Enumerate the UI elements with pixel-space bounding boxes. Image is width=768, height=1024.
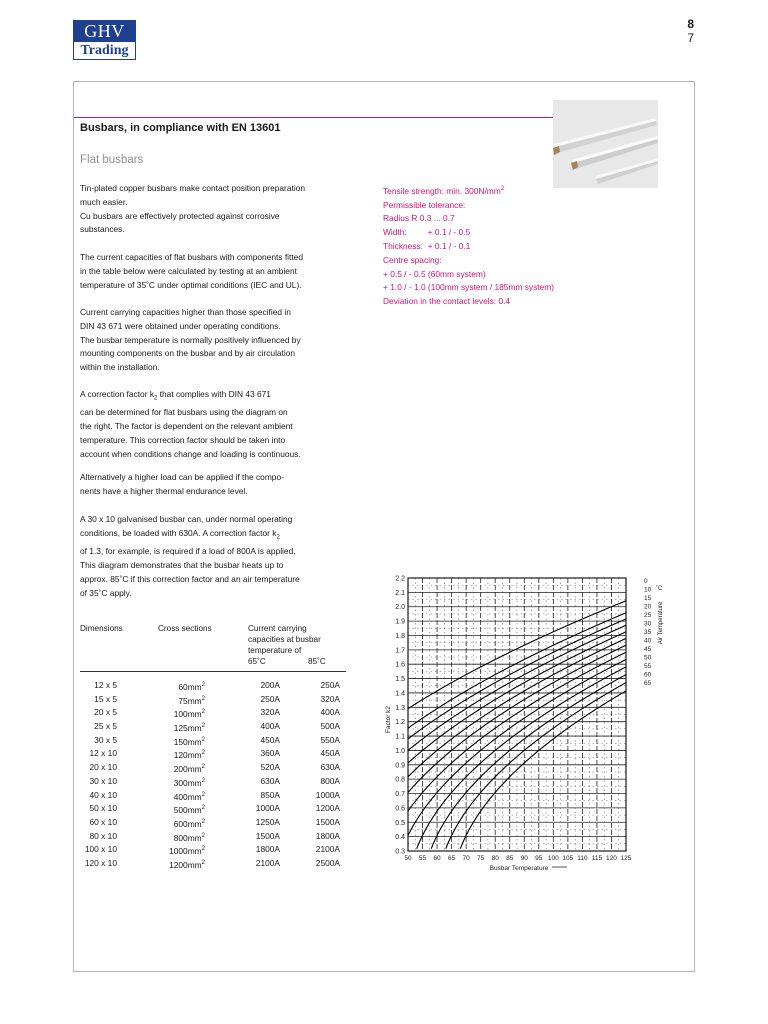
cell-dimensions: 20 x 5 xyxy=(94,707,117,718)
y-tick-label: 1.9 xyxy=(395,618,405,626)
header-dimensions: Dimensions xyxy=(80,624,123,633)
header-temp-65: 65˚C xyxy=(248,657,266,666)
page-title: Busbars, in compliance with EN 13601 xyxy=(80,122,281,134)
legend-air-temp-50: 50 xyxy=(644,654,652,662)
legend-title: Air Temperature xyxy=(658,601,664,645)
spec-line: Centre spacing: xyxy=(383,254,442,265)
legend-air-temp-60: 60 xyxy=(644,671,652,679)
spec-tensile: Tensile strength: min. $300N/mm^2$ xyxy=(383,185,505,196)
text-line: nents have a higher thermal endurance level. xyxy=(80,485,248,496)
text-line: Current carrying capacities higher than those specified in xyxy=(80,307,291,317)
cell-dimensions: 12 x 5 xyxy=(94,680,117,690)
text-line: substances. xyxy=(80,224,125,235)
correction-factor-chart xyxy=(380,570,670,875)
x-tick-label: 50 xyxy=(404,855,412,862)
legend-air-temp-20: 20 xyxy=(644,603,652,611)
cell-cross-section: $1200mm^2$ xyxy=(169,859,205,870)
cell-capacity-85: 1200A xyxy=(315,803,340,814)
y-tick-label: 2.1 xyxy=(395,589,405,597)
x-tick-label: 95 xyxy=(535,855,543,862)
cell-capacity-65: 1500A xyxy=(255,830,280,841)
spec-line: Deviation in the contact levels: 0.4 xyxy=(383,296,511,307)
legend-air-temp-25: 25 xyxy=(644,612,652,619)
text-line: The busbar temperature is normally positively influenced by xyxy=(80,334,301,345)
cell-capacity-65: 1250A xyxy=(255,816,280,827)
x-tick-label: 115 xyxy=(591,855,603,862)
cell-cross-section: $100mm^2$ xyxy=(173,709,205,720)
cell-cross-section: $500mm^2$ xyxy=(173,804,205,815)
text-line: account when conditions change and loading is continuous. xyxy=(80,448,301,459)
x-tick-label: 110 xyxy=(577,855,588,862)
frame-top-border xyxy=(73,81,695,82)
text-line: in the table below were calculated by testing at an ambient xyxy=(80,265,297,276)
cell-capacity-85: 800A xyxy=(320,775,340,786)
x-tick-label: 65 xyxy=(447,855,456,862)
cell-capacity-65: 250A xyxy=(260,693,280,704)
text-line: A 30 x 10 galvanised busbar can, under normal operating xyxy=(80,514,293,524)
text-line: of 1.3, for example, is required if a load of 800A is applied. xyxy=(80,546,296,557)
cell-capacity-85: 320A xyxy=(320,693,340,704)
legend-air-temp-30: 30 xyxy=(644,620,652,628)
x-tick-label: 60 xyxy=(433,855,441,862)
text-line: mounting components on the busbar and by air circulation xyxy=(80,348,296,359)
paragraph-operating xyxy=(80,306,355,375)
title-divider xyxy=(74,117,570,118)
cell-cross-section: $200mm^2$ xyxy=(173,763,205,774)
y-tick-label: 1.2 xyxy=(395,719,405,727)
paragraph-capacities xyxy=(80,251,355,292)
cell-capacity-85: 1500A xyxy=(315,816,340,827)
cell-cross-section: $75mm^2$ xyxy=(178,695,205,706)
x-tick-label: 105 xyxy=(562,855,574,862)
text-line: of 35˚C apply. xyxy=(80,587,132,598)
frame-right-border xyxy=(694,81,695,972)
logo-bottom-text: Trading xyxy=(80,43,129,58)
cell-capacity-65: 1000A xyxy=(255,803,280,814)
text-line: A correction factor $k_2$ that complies with DIN 43 671 xyxy=(80,389,271,402)
text-line: DIN 43 671 were obtained under operating conditions. xyxy=(80,320,281,331)
cell-cross-section: $400mm^2$ xyxy=(173,791,205,802)
text-line: conditions, be loaded with 630A. A correction factor $k_2$ xyxy=(80,527,280,541)
paragraph-correction xyxy=(80,388,355,462)
section-subtitle: Flat busbars xyxy=(80,154,144,166)
y-tick-label: 0.4 xyxy=(395,834,405,842)
cell-capacity-65: 360A xyxy=(260,748,280,759)
table-header-rule xyxy=(80,671,346,672)
spec-line: Permissible tolerance: xyxy=(383,199,466,210)
x-tick-label: 80 xyxy=(491,855,499,862)
cell-cross-section: $800mm^2$ xyxy=(173,832,205,843)
y-tick-label: 0.7 xyxy=(395,791,405,799)
frame-left-border xyxy=(73,81,74,972)
cell-capacity-65: 630A xyxy=(260,775,280,786)
y-tick-label: 1.5 xyxy=(395,676,405,684)
cell-capacity-85: 2500A xyxy=(315,857,340,868)
x-tick-label: 55 xyxy=(418,855,427,862)
cell-dimensions: 30 x 5 xyxy=(94,734,117,745)
y-tick-label: 2.0 xyxy=(395,604,405,612)
cell-dimensions: 40 x 10 xyxy=(89,789,117,800)
legend-air-temp-10: 10 xyxy=(644,586,652,594)
x-tick-label: 90 xyxy=(520,855,528,862)
spec-line: Width: + 0.1 / - 0.5 xyxy=(383,227,471,238)
header-capacity-line: temperature of xyxy=(248,646,302,655)
y-tick-label: 1.4 xyxy=(395,690,405,698)
cell-capacity-65: 1800A xyxy=(255,844,280,855)
legend-air-temp-0: 0 xyxy=(644,578,648,585)
cell-dimensions: 15 x 5 xyxy=(94,693,117,704)
cell-cross-section: $600mm^2$ xyxy=(173,818,205,829)
y-tick-label: 2.2 xyxy=(395,575,405,583)
cell-cross-section: $150mm^2$ xyxy=(173,736,205,747)
busbar-photo xyxy=(553,100,658,188)
paragraph-alternative xyxy=(80,471,355,499)
cell-capacity-85: 250A xyxy=(320,680,340,690)
header-temp-85: 85˚C xyxy=(308,657,326,666)
cell-dimensions: 25 x 5 xyxy=(94,721,117,732)
cell-capacity-85: 1000A xyxy=(315,789,340,800)
y-tick-label: 0.5 xyxy=(395,819,405,827)
logo-top-text: GHV xyxy=(74,21,135,42)
page-number-chapter: 8 xyxy=(687,17,694,31)
cell-cross-section: $125mm^2$ xyxy=(173,722,205,733)
text-line: temperature. This correction factor should be taken into xyxy=(80,435,286,446)
cell-capacity-85: 500A xyxy=(320,721,340,732)
x-tick-label: 120 xyxy=(606,855,617,862)
x-tick-label: 70 xyxy=(462,855,470,862)
cell-dimensions: 12 x 10 xyxy=(89,748,117,759)
x-axis-label: Busbar Temperature xyxy=(489,865,549,872)
text-line: Alternatively a higher load can be applied if the compo- xyxy=(80,472,284,482)
cell-dimensions: 120 x 10 xyxy=(84,857,117,868)
cell-cross-section: $300mm^2$ xyxy=(173,777,205,788)
legend-air-temp-40: 40 xyxy=(644,637,652,645)
cell-capacity-85: 2100A xyxy=(315,844,340,855)
frame-bottom-border xyxy=(73,971,695,972)
x-tick-label: 85 xyxy=(506,855,514,862)
legend-air-temp-15: 15 xyxy=(644,595,652,602)
cell-dimensions: 30 x 10 xyxy=(89,775,117,786)
y-tick-label: 0.8 xyxy=(395,776,405,784)
text-line: can be determined for flat busbars using the diagram on xyxy=(80,407,288,418)
text-line: This diagram demonstrates that the busbar heats up to xyxy=(80,560,284,571)
header-capacity-line: Current carrying xyxy=(248,624,307,633)
legend-air-temp-55: 55 xyxy=(644,663,652,670)
header-capacity-line: capacities at busbar xyxy=(248,635,321,644)
text-line: the right. The factor is dependent on the relevant ambient xyxy=(80,421,293,432)
cell-capacity-65: 520A xyxy=(260,762,280,773)
y-tick-label: 0.9 xyxy=(395,762,405,770)
x-tick-label: 125 xyxy=(620,855,632,862)
cell-cross-section: $120mm^2$ xyxy=(173,750,205,761)
y-tick-label: 0.3 xyxy=(395,848,405,856)
page-number: 7 xyxy=(687,31,694,45)
cell-cross-section: $60mm^2$ xyxy=(178,681,205,692)
cell-dimensions: 80 x 10 xyxy=(89,830,117,841)
text-line: temperature of 35˚C under optimal conditions (IEC and UL). xyxy=(80,279,302,290)
y-tick-label: 0.6 xyxy=(395,805,405,813)
cell-capacity-65: 450A xyxy=(260,734,280,745)
cell-capacity-65: 400A xyxy=(260,721,280,732)
text-line: Cu busbars are effectively protected against corrosive xyxy=(80,210,280,221)
y-tick-label: 1.7 xyxy=(395,647,405,655)
cell-capacity-85: 630A xyxy=(320,762,340,773)
y-tick-label: 1.8 xyxy=(395,632,405,640)
cell-dimensions: 50 x 10 xyxy=(89,803,117,814)
chart-grid xyxy=(408,578,626,851)
spec-line: Thickness: + 0.1 / - 0.1 xyxy=(383,240,471,251)
text-line: approx. 85˚C if this correction factor and an air temperature xyxy=(80,573,300,584)
cell-capacity-65: 2100A xyxy=(255,857,280,868)
cell-capacity-65: 200A xyxy=(260,680,280,690)
y-tick-label: 1.1 xyxy=(395,733,405,741)
text-line: within the installation. xyxy=(80,362,160,373)
text-line: The current capacities of flat busbars with components fitted xyxy=(80,252,303,262)
text-line: much easier. xyxy=(80,196,128,207)
paragraph-example xyxy=(80,513,355,600)
y-tick-label: 1.0 xyxy=(395,747,405,755)
text-line: Tin-plated copper busbars make contact position preparation xyxy=(80,183,306,193)
y-tick-label: 1.6 xyxy=(395,661,405,669)
legend-air-temp-65: 65 xyxy=(644,680,652,687)
header-temps xyxy=(248,656,358,667)
spec-line: Radius R 0.3 ... 0.7 xyxy=(383,213,455,224)
cell-capacity-85: 400A xyxy=(320,707,340,718)
cell-dimensions: 100 x 10 xyxy=(84,844,117,855)
cell-capacity-85: 550A xyxy=(320,734,340,745)
paragraph-intro xyxy=(80,182,355,237)
cell-capacity-85: 450A xyxy=(320,748,340,759)
specifications-block xyxy=(383,183,554,309)
legend-air-temp-35: 35 xyxy=(644,629,652,636)
cell-capacity-65: 850A xyxy=(260,789,280,800)
cell-dimensions: 20 x 10 xyxy=(89,762,117,773)
cell-cross-section: $1000mm^2$ xyxy=(169,846,205,857)
header-capacity xyxy=(248,623,358,667)
cell-dimensions: 60 x 10 xyxy=(89,816,117,827)
y-axis-label: Factor k2 xyxy=(385,705,392,734)
spec-line: + 0.5 / - 0.5 (60mm system) xyxy=(383,268,486,279)
cell-capacity-85: 1800A xyxy=(315,830,340,841)
x-tick-label: 75 xyxy=(477,855,485,862)
x-tick-label: 100 xyxy=(547,855,559,862)
company-logo xyxy=(73,20,136,60)
legend-unit: ˚C xyxy=(656,586,663,592)
spec-line: + 1.0 / - 1.0 (100mm system / 185mm system) xyxy=(383,282,555,293)
header-cross-sections: Cross sections xyxy=(158,624,212,633)
y-tick-label: 1.3 xyxy=(395,704,405,712)
legend-air-temp-45: 45 xyxy=(644,646,652,653)
cell-capacity-65: 320A xyxy=(260,707,280,718)
